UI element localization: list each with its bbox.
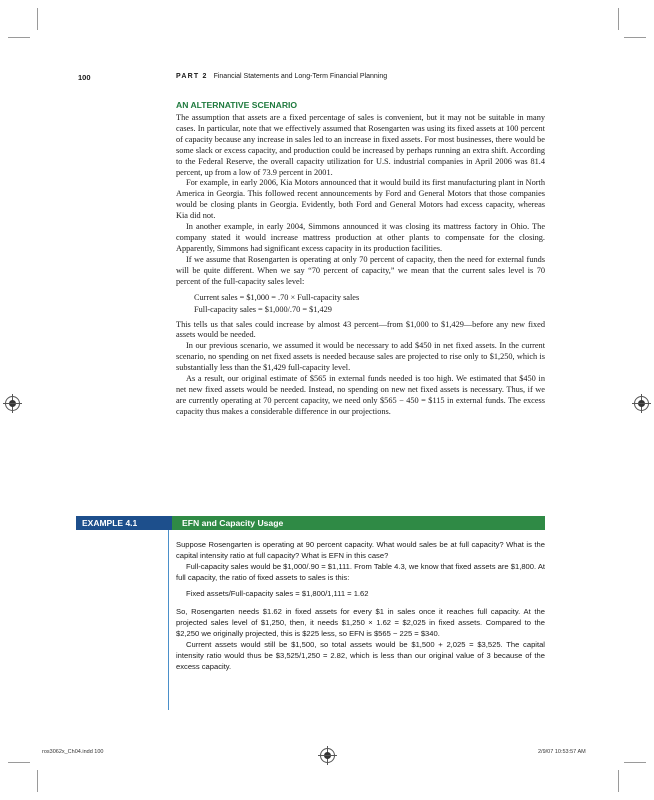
paragraph: In another example, in early 2004, Simmons announced it was closing its mattress factory in Ohio. The company stated it would increase mattress production at other plants to compensate for the closing. Apparently, Simmons had significant excess capacity in its production facilities. [176,222,545,253]
running-head [176,73,387,80]
paragraph: As a result, our original estimate of $565 in external funds needed is too high. We estimated that $450 in net new fixed assets would be needed. Instead, no spending on new net fixed assets is necessary. Thus, if we are currently operating at 70 percent capacity, we need only $565 − 450 = $115 in external funds. The excess capacity thus makes a considerable difference in our projections. [176,374,545,416]
example-paragraph: Current assets would still be $1,500, so total assets would be $1,500 + 2,025 = $3,525. The capital intensity ratio would thus be $3,525/1,250 = 2.82, which is less than our original value of 3 because of the excess capacity. [176,640,545,671]
paragraph: If we assume that Rosengarten is operating at only 70 percent of capacity, then the need for external funds will be quite different. When we say “70 percent of capacity,” we mean that the current sales level is 70 percent of the full-capacity sales level: [176,254,545,286]
page-number: 100 [78,73,91,82]
example-label-box [76,516,172,530]
paragraph: The assumption that assets are a fixed percentage of sales is convenient, but it may not be suitable in many cases. In particular, note that we effectively assumed that Rosengarten was using its fixed assets at 100 percent of capacity because any increase in sales led to an increase in fixed assets. For most businesses, there would be some slack or excess capacity, and production could be increased by perhaps running an extra shift. According to the Federal Reserve, the overall capacity utilization for U.S. industrial companies in April 2006 was 81.4 percent, up from a low of 73.9 percent in 2001. [176,113,545,177]
example-body [176,539,545,672]
file-slug: ros3062x_Ch04.indd 100 [42,749,104,755]
crop-mark [624,37,646,38]
crop-mark [618,8,619,30]
crop-mark [8,37,30,38]
registration-mark-icon [634,396,649,411]
paragraph: For example, in early 2006, Kia Motors announced that it would build its first manufacturing plant in North America in Georgia. This followed recent announcements by Ford and General Motors that those companies would be closing plants in Georgia. Evidently, both Ford and General Motors had excess capacity, whereas Kia did not. [176,178,545,221]
crop-mark [37,8,38,30]
equation: Current sales = $1,000 = .70 × Full-capacity sales [194,292,360,302]
part-title: Financial Statements and Long-Term Financial Planning [213,73,388,80]
crop-mark [8,762,30,763]
crop-mark [624,762,646,763]
running-header [0,73,654,85]
registration-mark-icon [320,748,335,763]
section-title: AN ALTERNATIVE SCENARIO [176,100,298,110]
example-banner [76,516,545,530]
example-paragraph: Suppose Rosengarten is operating at 90 percent capacity. What would sales be at full capacity? What is the capital intensity ratio at full capacity? What is EFN in this case? [176,540,545,560]
part-label: PART 2 [176,73,208,80]
equation-block [176,292,545,316]
crop-mark [618,770,619,792]
example-paragraph: So, Rosengarten needs $1.62 in fixed assets for every $1 in sales once it reaches full capacity. At the projected sales level of $1,250, then, it needs $1,250 × 1.62 = $2,025 in fixed assets. Compared to the $2,250 we originally projected, this is $225 less, so EFN is $565 − 225 = $340. [176,607,545,638]
example-equation: Fixed assets/Full-capacity sales = $1,800/1,111 = 1.62 [186,589,369,598]
registration-mark-icon [5,396,20,411]
example-side-rule [168,530,169,710]
equation: Full-capacity sales = $1,000/.70 = $1,429 [194,304,332,314]
paragraph: In our previous scenario, we assumed it would be necessary to add $450 in net fixed assets. In the current scenario, no spending on net fixed assets is needed because sales are projected to rise only to $1,250, which is substantially less than the $1,429 full-capacity level. [176,341,545,373]
example-label: EXAMPLE 4.1 [76,516,172,530]
example-title: EFN and Capacity Usage [182,518,284,528]
timestamp-slug: 2/9/07 10:53:57 AM [538,749,586,755]
crop-mark [37,770,38,792]
section-body [176,100,545,418]
paragraph: This tells us that sales could increase by almost 43 percent—from $1,000 to $1,429—before any new fixed assets would be needed. [176,319,545,340]
example-paragraph: Full-capacity sales would be $1,000/.90 = $1,111. From Table 4.3, we know that fixed assets are $1,800. At full capacity, the ratio of fixed assets to sales is this: [176,562,545,582]
